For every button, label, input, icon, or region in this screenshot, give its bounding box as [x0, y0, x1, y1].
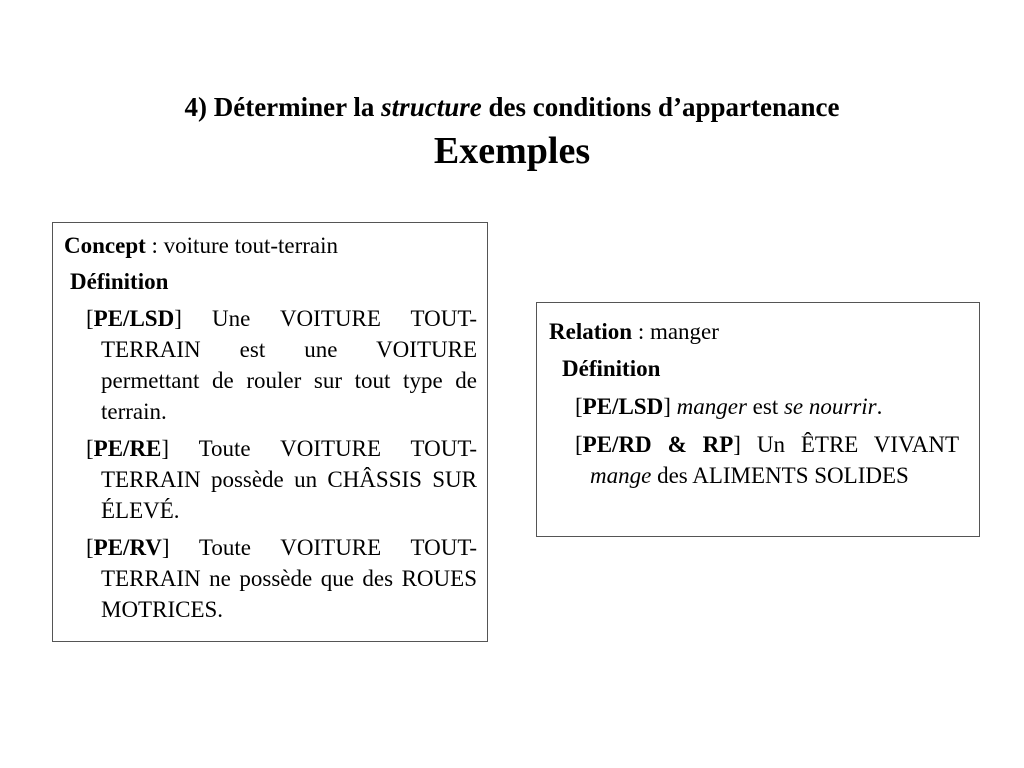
rule-text: Une VOITURE TOUT-TERRAIN est une VOITURE permettant de rouler sur tout type de terrain.: [101, 306, 477, 424]
slide-title: [0, 85, 1024, 173]
relation-rule: [PE/RD & RP] Un ÊTRE VIVANT mange des ALIMENTS SOLIDES: [575, 432, 959, 488]
concept-rule: [PE/RV] Toute VOITURE TOUT-TERRAIN ne possède que des ROUES MOTRICES.: [86, 535, 477, 622]
rule-tag: PE/LSD: [582, 394, 664, 419]
rule-tag: PE/RD & RP: [582, 432, 734, 457]
rule-emphasis: mange: [590, 463, 652, 488]
title-prefix: 4) Déterminer la: [184, 92, 382, 122]
title-heading: [0, 85, 1024, 129]
relation-definition-heading: Définition: [562, 356, 661, 381]
rule-subject: manger: [676, 394, 747, 419]
relation-header: [549, 316, 959, 347]
relation-separator: :: [632, 319, 650, 344]
concept-rule: [PE/LSD] Une VOITURE TOUT-TERRAIN est une VOITURE permettant de rouler sur tout type de terrain.: [86, 306, 477, 424]
concept-header: [64, 230, 477, 261]
concept-label: Concept: [64, 233, 146, 258]
rule-text: Toute VOITURE TOUT-TERRAIN ne possède que des ROUES MOTRICES.: [101, 535, 477, 622]
rule-text: Toute VOITURE TOUT-TERRAIN possède un CHÂSSIS SUR ÉLEVÉ.: [101, 436, 477, 523]
relation-rule: [PE/LSD] manger est se nourrir.: [575, 394, 883, 419]
concept-definition-heading: Définition: [70, 269, 169, 294]
rule-text-part2: des ALIMENTS SOLIDES: [651, 463, 909, 488]
rule-tag: PE/LSD: [93, 306, 175, 331]
concept-value: voiture tout-terrain: [163, 233, 339, 258]
rule-text-part1: Un ÊTRE VIVANT: [740, 432, 959, 457]
relation-label: Relation: [549, 319, 633, 344]
title-suffix: des conditions d’appartenance: [481, 92, 840, 122]
rule-end: .: [876, 394, 883, 419]
rule-tag: PE/RE: [93, 436, 162, 461]
concept-separator: :: [145, 233, 164, 258]
concept-rule: [PE/RE] Toute VOITURE TOUT-TERRAIN possède un CHÂSSIS SUR ÉLEVÉ.: [86, 436, 477, 523]
rule-tag: PE/RV: [93, 535, 162, 560]
rule-verb: est: [746, 394, 784, 419]
rule-object: se nourrir: [783, 394, 877, 419]
relation-box: [536, 302, 980, 537]
concept-box: [52, 222, 488, 642]
relation-value: manger: [649, 319, 719, 344]
title-emphasis: structure: [381, 92, 482, 122]
title-subheading: Exemples: [433, 130, 591, 172]
